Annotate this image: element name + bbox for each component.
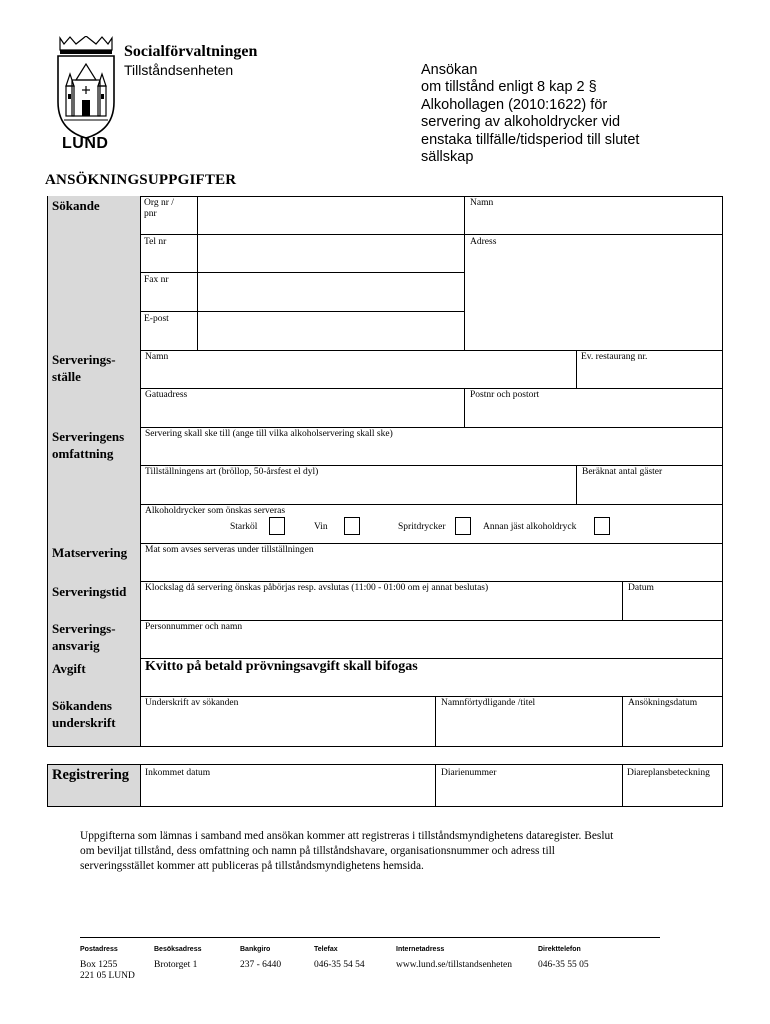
annan-checkbox[interactable] bbox=[594, 517, 610, 535]
skall-ske-label: Servering skall ske till (ange till vilka alkoholservering skall ske) bbox=[145, 429, 393, 439]
stalle-label-line1: Serverings- bbox=[52, 352, 116, 367]
footer-besok-heading: Besöksadress bbox=[154, 946, 202, 953]
footer-telefax-heading: Telefax bbox=[314, 946, 338, 953]
underskrift-label bbox=[52, 697, 116, 731]
gatuadress-field[interactable] bbox=[140, 388, 465, 428]
restaurang-nr-label: Ev. restaurang nr. bbox=[581, 352, 648, 362]
title-line: sällskap bbox=[421, 149, 474, 166]
postnr-label: Postnr och postort bbox=[470, 390, 540, 400]
tel-label: Tel nr bbox=[144, 237, 167, 247]
diarienr-label: Diarienummer bbox=[441, 768, 497, 778]
drycker-label: Alkoholdrycker som önskas serveras bbox=[145, 506, 286, 516]
stalle-label bbox=[52, 351, 116, 385]
sokande-label: Sökande bbox=[52, 198, 100, 213]
fax-label: Fax nr bbox=[144, 275, 169, 285]
underskrift-label-line2: underskrift bbox=[52, 715, 116, 730]
underskrift-label-line1: Sökandens bbox=[52, 698, 112, 713]
footer-postadress-heading: Postadress bbox=[80, 946, 118, 953]
ansvarig-text: Personnummer och namn bbox=[145, 622, 243, 632]
footer-direkt-heading: Direkttelefon bbox=[538, 946, 581, 953]
sokande-namn-label: Namn bbox=[470, 198, 494, 208]
footer-postadress-line2: 221 05 LUND bbox=[80, 971, 135, 981]
diareplan-label: Diareplansbeteckning bbox=[627, 768, 710, 778]
footer-direkt: 046-35 55 05 bbox=[538, 960, 589, 970]
privacy-notice bbox=[80, 829, 690, 874]
pnr-label: pnr bbox=[144, 209, 157, 219]
footer-bankgiro: 237 - 6440 bbox=[240, 960, 282, 970]
epost-label: E-post bbox=[144, 314, 169, 324]
tid-text: Klockslag då servering önskas påbörjas resp. avslutas (11:00 - 01:00 om ej annat beslutas) bbox=[145, 583, 489, 593]
city-name: LUND bbox=[62, 135, 109, 152]
title-line: enstaka tillfälle/tidsperiod till slutet bbox=[421, 131, 640, 148]
adress-field[interactable] bbox=[464, 234, 723, 351]
omfattning-label-line2: omfattning bbox=[52, 446, 114, 461]
org-nr-label: Org nr / bbox=[144, 198, 174, 208]
stalle-namn-label: Namn bbox=[145, 352, 169, 362]
tel-field[interactable] bbox=[197, 234, 465, 273]
sprit-checkbox[interactable] bbox=[455, 517, 471, 535]
footer-divider bbox=[80, 937, 660, 938]
art-label: Tillställningens art (bröllop, 50-årsfest el dyl) bbox=[145, 467, 319, 477]
ansokningsdatum-label: Ansökningsdatum bbox=[628, 698, 698, 708]
notice-line: om beviljat tillstånd, dess omfattning och namn på tillståndshavare, organisationsnummer och adress till bbox=[80, 845, 555, 857]
tid-datum-label: Datum bbox=[628, 583, 654, 593]
org-name: Socialförvaltningen bbox=[124, 43, 258, 60]
epost-field[interactable] bbox=[197, 311, 465, 351]
sprit-label: Spritdrycker bbox=[398, 522, 446, 532]
ansvarig-label-line2: ansvarig bbox=[52, 638, 100, 653]
avgift-text: Kvitto på betald prövningsavgift skall bifogas bbox=[145, 659, 418, 674]
document-title bbox=[421, 62, 701, 166]
mat-label: Matservering bbox=[52, 545, 128, 560]
tid-label: Serveringstid bbox=[52, 584, 127, 599]
gatuadress-label: Gatuadress bbox=[145, 390, 188, 400]
adress-label: Adress bbox=[470, 237, 497, 247]
title-line: Ansökan bbox=[421, 62, 478, 78]
omfattning-label bbox=[52, 428, 124, 462]
section-heading: ANSÖKNINGSUPPGIFTER bbox=[45, 172, 237, 188]
footer-postadress bbox=[80, 960, 135, 982]
notice-line: Uppgifterna som lämnas i samband med ansökan kommer att registreras i tillståndsmyndighetens dataregister. Beslut bbox=[80, 830, 614, 842]
sign-label: Underskrift av sökanden bbox=[145, 698, 239, 708]
org-nr-field[interactable] bbox=[197, 196, 465, 235]
registrering-label: Registrering bbox=[52, 767, 130, 783]
stalle-namn-field[interactable] bbox=[140, 350, 577, 389]
omfattning-label-line1: Serveringens bbox=[52, 429, 125, 444]
footer-postadress-line1: Box 1255 bbox=[80, 960, 118, 970]
ansvarig-label bbox=[52, 620, 116, 654]
org-unit: Tillståndsenheten bbox=[124, 62, 234, 78]
title-line: servering av alkoholdrycker vid bbox=[421, 114, 621, 131]
avgift-label: Avgift bbox=[52, 661, 86, 676]
title-line: om tillstånd enligt 8 kap 2 § bbox=[421, 79, 597, 96]
inkommet-label: Inkommet datum bbox=[145, 768, 211, 778]
gaster-label: Beräknat antal gäster bbox=[582, 467, 663, 477]
starkol-label: Starköl bbox=[230, 522, 258, 532]
notice-line: serveringsstället kommer att publiceras på tillståndsmyndighetens hemsida. bbox=[80, 860, 424, 872]
stalle-label-line2: ställe bbox=[52, 369, 81, 384]
footer-bankgiro-heading: Bankgiro bbox=[240, 946, 271, 953]
lund-coat-of-arms-logo bbox=[54, 36, 118, 140]
vin-checkbox[interactable] bbox=[344, 517, 360, 535]
namnfortydligande-label: Namnförtydligande /titel bbox=[441, 698, 536, 708]
footer-internet-heading: Internetadress bbox=[396, 946, 445, 953]
sokande-sidebar bbox=[47, 196, 140, 351]
mat-text: Mat som avses serveras under tillställningen bbox=[145, 545, 314, 555]
ansvarig-label-line1: Serverings- bbox=[52, 621, 116, 636]
title-line: Alkohollagen (2010:1622) för bbox=[421, 96, 608, 113]
vin-label: Vin bbox=[314, 522, 328, 532]
footer-telefax: 046-35 54 54 bbox=[314, 960, 365, 970]
footer-besok: Brotorget 1 bbox=[154, 960, 198, 970]
starkol-checkbox[interactable] bbox=[269, 517, 285, 535]
annan-label: Annan jäst alkoholdryck bbox=[483, 522, 577, 532]
footer-internet-link[interactable]: www.lund.se/tillstandsenheten bbox=[396, 960, 513, 970]
fax-field[interactable] bbox=[197, 272, 465, 312]
